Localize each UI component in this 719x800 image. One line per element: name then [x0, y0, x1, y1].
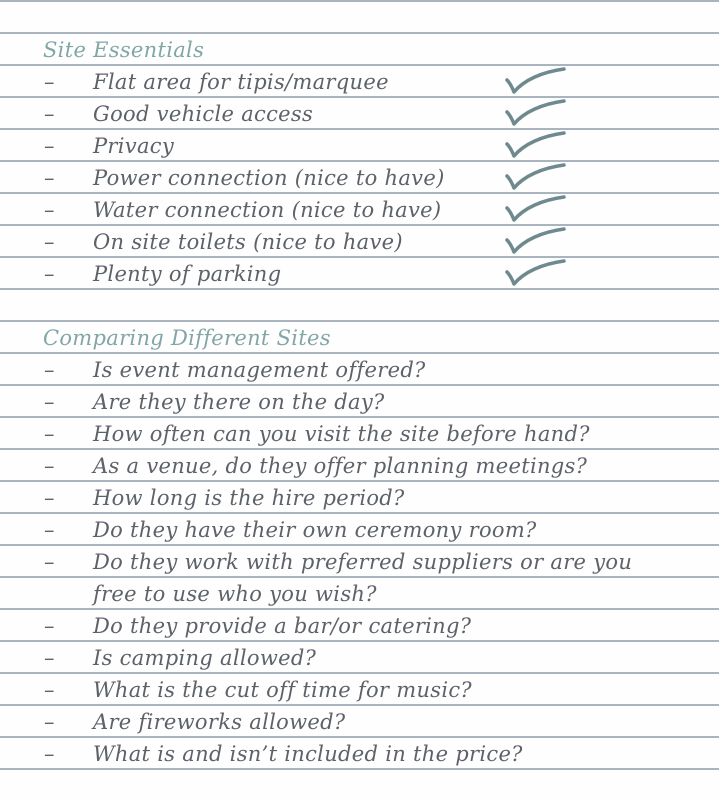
- list-item-text: free to use who you wish?: [93, 582, 377, 606]
- bullet-dash: –: [44, 166, 55, 190]
- bullet-dash: –: [44, 422, 55, 446]
- list-item: [0, 386, 719, 418]
- list-item-text: Do they have their own ceremony room?: [93, 518, 537, 542]
- list-item-text: Water connection (nice to have): [93, 198, 442, 222]
- list-item: [0, 642, 719, 674]
- list-item: [0, 354, 719, 386]
- list-item-text: Privacy: [93, 134, 174, 158]
- list-item-text: Is camping allowed?: [93, 646, 317, 670]
- list-item-text: What is the cut off time for music?: [93, 678, 472, 702]
- list-item-text: Are they there on the day?: [93, 390, 385, 414]
- list-item: [0, 66, 719, 98]
- bullet-dash: –: [44, 646, 55, 670]
- list-item: [0, 674, 719, 706]
- checkmark-icon: [504, 98, 568, 130]
- list-item-text: Do they provide a bar/or catering?: [93, 614, 472, 638]
- list-item: [0, 418, 719, 450]
- checkmark-icon: [504, 194, 568, 226]
- list-item: [0, 226, 719, 258]
- bullet-dash: –: [44, 614, 55, 638]
- checkmark-icon: [504, 162, 568, 194]
- checkmark-icon: [504, 226, 568, 258]
- list-item: [0, 450, 719, 482]
- list-item-text: Do they work with preferred suppliers or are you: [93, 550, 633, 574]
- bullet-dash: –: [44, 486, 55, 510]
- checkmark-icon: [504, 66, 568, 98]
- bullet-dash: –: [44, 70, 55, 94]
- list-item-text: As a venue, do they offer planning meetings?: [93, 454, 588, 478]
- list-item-text: Plenty of parking: [93, 262, 282, 286]
- list-item-text: What is and isn’t included in the price?: [93, 742, 523, 766]
- bullet-dash: –: [44, 742, 55, 766]
- list-item-text: Is event management offered?: [93, 358, 426, 382]
- list-item: [0, 610, 719, 642]
- section-heading-comparing-sites: Comparing Different Sites: [43, 326, 331, 350]
- list-item-text: Power connection (nice to have): [93, 166, 445, 190]
- list-item: [0, 738, 719, 770]
- list-item: [0, 258, 719, 290]
- list-item: [0, 98, 719, 130]
- list-item: [0, 162, 719, 194]
- bullet-dash: –: [44, 390, 55, 414]
- list-item-text: Good vehicle access: [93, 102, 314, 126]
- list-item-text: How long is the hire period?: [93, 486, 405, 510]
- bullet-dash: –: [44, 102, 55, 126]
- list-item-continuation: [0, 578, 719, 610]
- checkmark-icon: [504, 130, 568, 162]
- bullet-dash: –: [44, 230, 55, 254]
- bullet-dash: –: [44, 198, 55, 222]
- list-item-text: How often can you visit the site before hand?: [93, 422, 590, 446]
- list-item: [0, 194, 719, 226]
- section-heading-site-essentials: Site Essentials: [43, 38, 205, 62]
- bullet-dash: –: [44, 358, 55, 382]
- bullet-dash: –: [44, 454, 55, 478]
- list-item: [0, 546, 719, 578]
- list-item-text: Are fireworks allowed?: [93, 710, 346, 734]
- bullet-dash: –: [44, 518, 55, 542]
- bullet-dash: –: [44, 262, 55, 286]
- list-item: [0, 514, 719, 546]
- bullet-dash: –: [44, 134, 55, 158]
- list-item-text: Flat area for tipis/marquee: [93, 70, 389, 94]
- checkmark-icon: [504, 258, 568, 290]
- list-item: [0, 482, 719, 514]
- bullet-dash: –: [44, 678, 55, 702]
- list-item: [0, 130, 719, 162]
- list-item: [0, 706, 719, 738]
- bullet-dash: –: [44, 710, 55, 734]
- bullet-dash: –: [44, 550, 55, 574]
- list-item-text: On site toilets (nice to have): [93, 230, 403, 254]
